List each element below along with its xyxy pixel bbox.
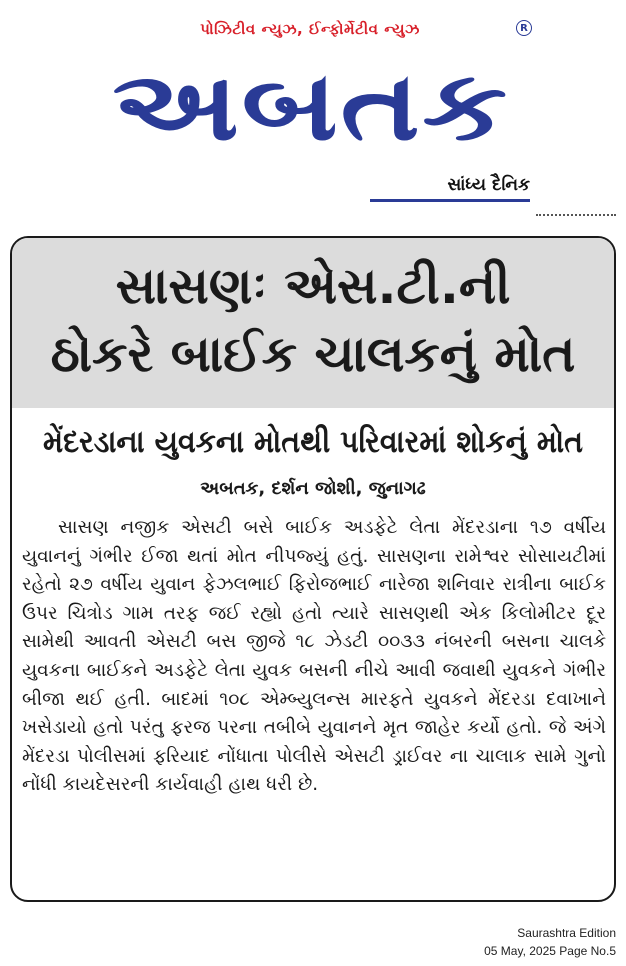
edition-info (484, 924, 616, 960)
article-box (10, 236, 616, 902)
masthead-underline (370, 199, 530, 202)
dotted-separator (536, 214, 616, 216)
article-body: સાસણ નજીક એસટી બસે બાઈક અડફેટે લેતા મેંદરડાના ૧૭ વર્ષીય યુવાનનું ગંભીર ઈજા થતાં મોત નીપજ્યું હતું. સાસણના રામેશ્વર સોસાયટીમાં રહેતો ૨૭ વર્ષીય યુવાન ફેઝલભાઈ ફિરોજભાઈ નારેજા શનિવાર રાત્રીના બાઈક ઉપર ચિત્રોડ ગામ તરફ જઈ રહ્યો હતો ત્યારે સાસણથી એક કિલોમીટર દૂર સામેથી આવતી એસટી બસ જીજે ૧૮ ઝેડટી ૦૦૩૩ નંબરની બસના ચાલકે યુવકના બાઈકને અડફેટે લેતા યુવક બસની નીચે આવી જવાથી યુવકને ગંભીર બીજા થઈ હતી. બાદમાં ૧૦૮ એમ્બ્યુલન્સ મારફતે યુવકને મેંદરડા દવાખાને ખસેડાયો હતો પરંતુ ફરજ પરના તબીબે યુવાનને મૃત જાહેર કર્યો હતો. જે અંગે મેંદરડા પોલીસમાં ફરિયાદ નોંધાતા પોલીસે એસટી ડ્રાઈવર ના ચાલાક સામે ગુનો નોંધી કાયદેસરની કાર્યવાહી હાથ ધરી છે. (22, 517, 606, 796)
masthead (0, 0, 626, 215)
newspaper-logo: અબતક (112, 50, 510, 162)
masthead-subtitle: સાંધ્ય દૈનિક (447, 175, 530, 195)
headline-line-2: ઠોકરે બાઈક ચાલકનું મોત (50, 325, 576, 383)
headline-line-1: સાસણઃ એસ.ટી.ની (115, 257, 511, 315)
edition-date-page: 05 May, 2025 Page No.5 (484, 944, 616, 958)
edition-name: Saurashtra Edition (517, 926, 616, 940)
registered-mark-icon: R (516, 20, 532, 36)
masthead-tagline: પોઝિટીવ ન્યુઝ, ઈન્ફોર્મેટીવ ન્યુઝ (200, 20, 420, 38)
article-subheadline: મેંદરડાના યુવકના મોતથી પરિવારમાં શોકનું મોત (42, 424, 584, 460)
article-headline (12, 252, 614, 388)
article-byline: અબતક, દર્શન જોશી, જુનાગઢ (200, 478, 426, 499)
